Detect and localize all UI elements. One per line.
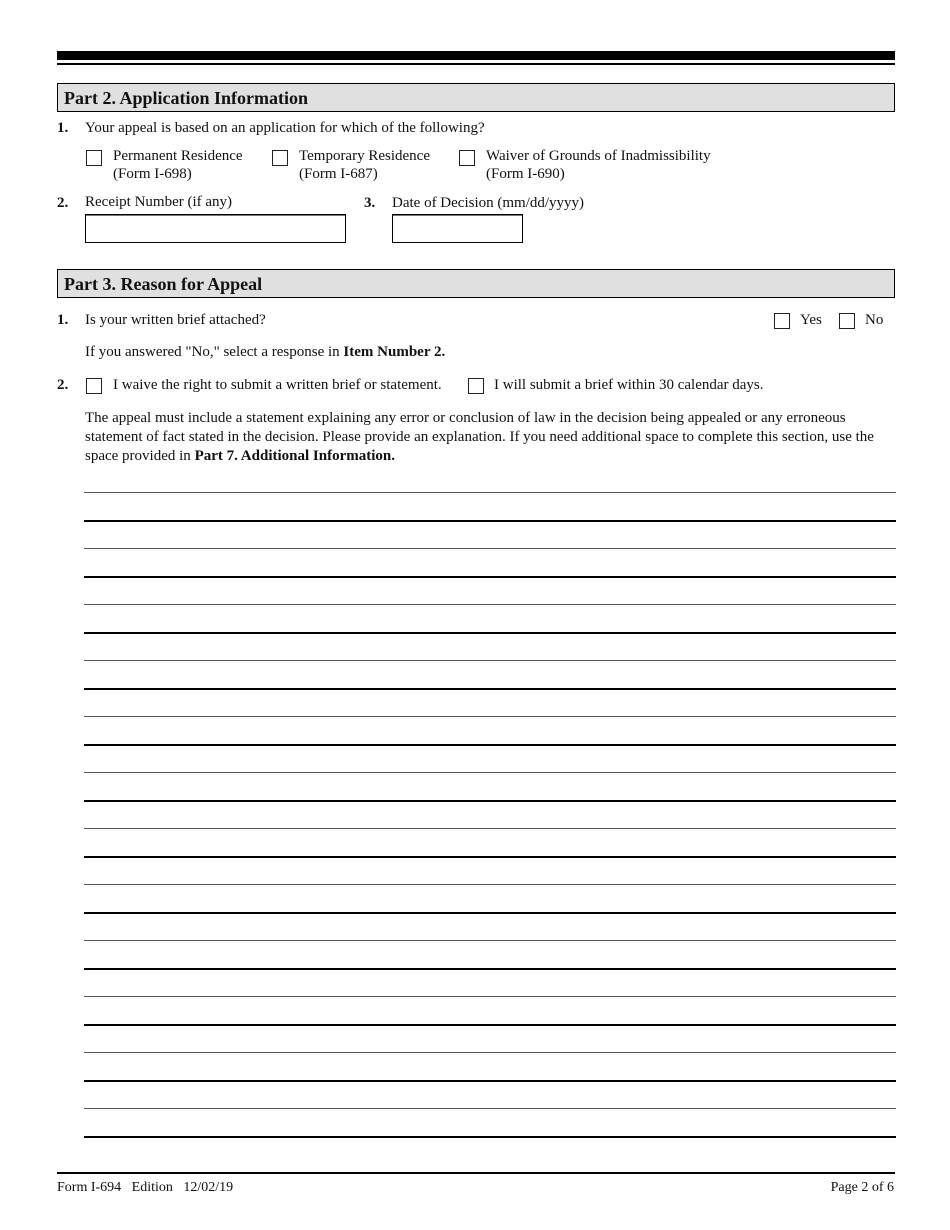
top-rule-thin	[57, 63, 895, 65]
writing-line	[84, 604, 896, 605]
part2-header: Part 2. Application Information	[57, 83, 895, 112]
waive-brief-checkbox[interactable]	[86, 378, 102, 394]
receipt-number-input[interactable]	[85, 214, 346, 243]
permanent-residence-label: Permanent Residence	[113, 148, 243, 164]
waiver-checkbox[interactable]	[459, 150, 475, 166]
writing-line	[84, 576, 896, 578]
writing-line	[84, 660, 896, 661]
part3-header: Part 3. Reason for Appeal	[57, 269, 895, 298]
writing-line	[84, 912, 896, 914]
part2-q1-number: 1.	[57, 120, 69, 136]
writing-line	[84, 968, 896, 970]
no-answer-instruction-text: If you answered "No," select a response in	[85, 344, 344, 360]
temporary-residence-checkbox[interactable]	[272, 150, 288, 166]
writing-line	[84, 772, 896, 773]
page-number: Page 2 of 6	[830, 1180, 894, 1195]
waiver-label: Waiver of Grounds of Inadmissibility	[486, 148, 711, 164]
no-answer-instruction	[85, 344, 445, 361]
writing-line	[84, 492, 896, 493]
part2-q1-question: Your appeal is based on an application for which of the following?	[85, 120, 485, 136]
part3-q2-number: 2.	[57, 377, 69, 393]
footer-rule	[57, 1172, 895, 1174]
form-edition: Form I-694 Edition 12/02/19	[57, 1180, 234, 1195]
waive-brief-label: I waive the right to submit a written brief or statement.	[113, 377, 442, 393]
submit-brief-checkbox[interactable]	[468, 378, 484, 394]
brief-no-label: No	[865, 312, 884, 328]
brief-yes-label: Yes	[800, 312, 822, 328]
permanent-residence-option	[113, 147, 243, 183]
temporary-residence-option	[299, 147, 430, 183]
date-of-decision-label: Date of Decision (mm/dd/yyyy)	[392, 195, 585, 211]
part3-q1-number: 1.	[57, 312, 69, 328]
waiver-option	[486, 147, 711, 183]
writing-line	[84, 1052, 896, 1053]
writing-line	[84, 520, 896, 522]
writing-line	[84, 1108, 896, 1109]
writing-line	[84, 996, 896, 997]
appeal-explanation-instructions	[85, 409, 897, 466]
permanent-residence-form: (Form I-698)	[113, 166, 192, 182]
writing-line	[84, 548, 896, 549]
appeal-explanation-reference: Part 7. Additional Information.	[194, 448, 395, 464]
submit-brief-label: I will submit a brief within 30 calendar days.	[494, 377, 764, 393]
permanent-residence-checkbox[interactable]	[86, 150, 102, 166]
part2-q3-number: 3.	[364, 195, 376, 211]
top-rule-thick	[57, 51, 895, 60]
writing-line	[84, 744, 896, 746]
writing-line	[84, 632, 896, 634]
brief-attached-question: Is your written brief attached?	[85, 312, 266, 328]
writing-line	[84, 716, 896, 717]
temporary-residence-label: Temporary Residence	[299, 148, 430, 164]
writing-line	[84, 800, 896, 802]
writing-line	[84, 1080, 896, 1082]
brief-yes-checkbox[interactable]	[774, 313, 790, 329]
writing-line	[84, 856, 896, 858]
brief-no-checkbox[interactable]	[839, 313, 855, 329]
appeal-explanation-text: The appeal must include a statement explaining any error or conclusion of law in the decision being appealed or any erroneous statement of fact stated in the decision. Please provide an explanation. If you need additional space to complete this section, use the space provided in	[85, 410, 874, 464]
writing-line	[84, 940, 896, 941]
writing-line	[84, 1136, 896, 1138]
writing-line	[84, 828, 896, 829]
no-answer-instruction-item: Item Number 2.	[343, 344, 446, 360]
receipt-number-label: Receipt Number (if any)	[85, 194, 233, 210]
date-of-decision-input[interactable]	[392, 214, 523, 243]
temporary-residence-form: (Form I-687)	[299, 166, 378, 182]
waiver-form: (Form I-690)	[486, 166, 565, 182]
part2-q2-number: 2.	[57, 195, 69, 211]
writing-line	[84, 884, 896, 885]
writing-line	[84, 688, 896, 690]
writing-line	[84, 1024, 896, 1026]
